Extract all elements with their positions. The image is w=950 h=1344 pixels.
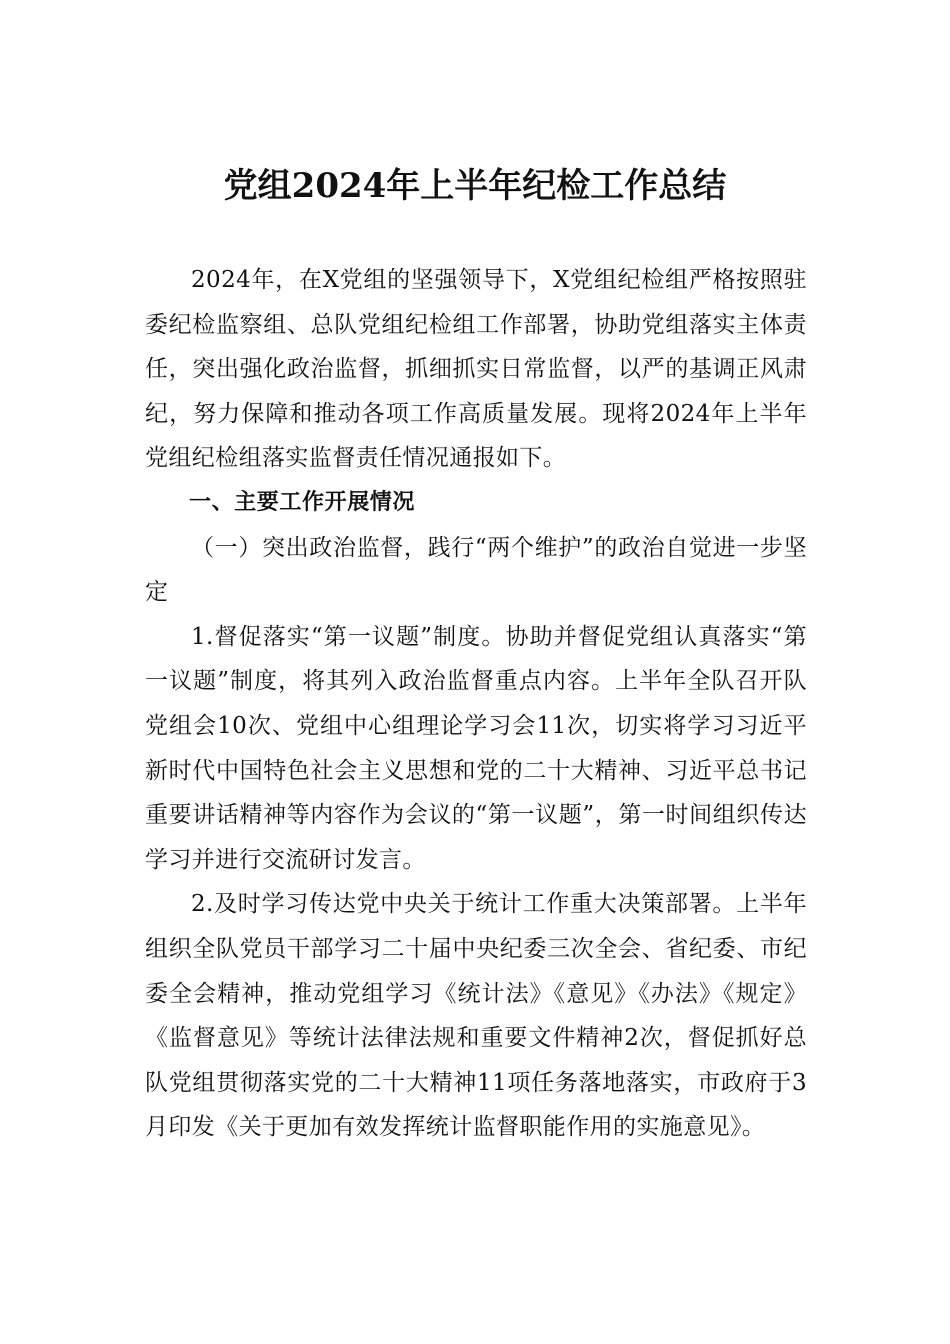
section-heading: 一、主要工作开展情况 <box>189 489 416 515</box>
subsection-heading: （一）突出政治监督，践行“两个维护”的政治自觉进一步坚定 <box>145 534 807 606</box>
document-title: 党组2024年上半年纪检工作总结 <box>223 166 727 206</box>
intro-paragraph: 2024年，在X党组的坚强领导下，X党组纪检组严格按照驻委纪检监察组、总队党组纪检组工作部署，协助党组落实主体责任，突出强化政治监督，抓细抓实日常监督，以严的基调正风肃纪，努力保障和推动各项工作高质量发展。现将2024年上半年党组纪检组落实监督责任情况通报如下。 <box>145 267 807 472</box>
item-paragraph-2: 2.及时学习传达党中央关于统计工作重大决策部署。上半年组织全队党员干部学习二十届中央纪委三次全会、省纪委、市纪委全会精神，推动党组学习《统计法》《意见》《办法》《规定》《监督意见》等统计法律法规和重要文件精神2次，督促抓好总队党组贯彻落实党的二十大精神11项任务落地落实，市政府于3月印发《关于更加有效发挥统计监督职能作用的实施意见》。 <box>145 891 807 1141</box>
item-paragraph-1: 1.督促落实“第一议题”制度。协助并督促党组认真落实“第一议题”制度，将其列入政治监督重点内容。上半年全队召开队党组会10次、党组中心组理论学习会11次，切实将学习习近平新时代中国特色社会主义思想和党的二十大精神、习近平总书记重要讲话精神等内容作为会议的“第一议题”，第一时间组织传达学习并进行交流研讨发言。 <box>145 623 807 873</box>
document-body <box>145 258 807 1150</box>
